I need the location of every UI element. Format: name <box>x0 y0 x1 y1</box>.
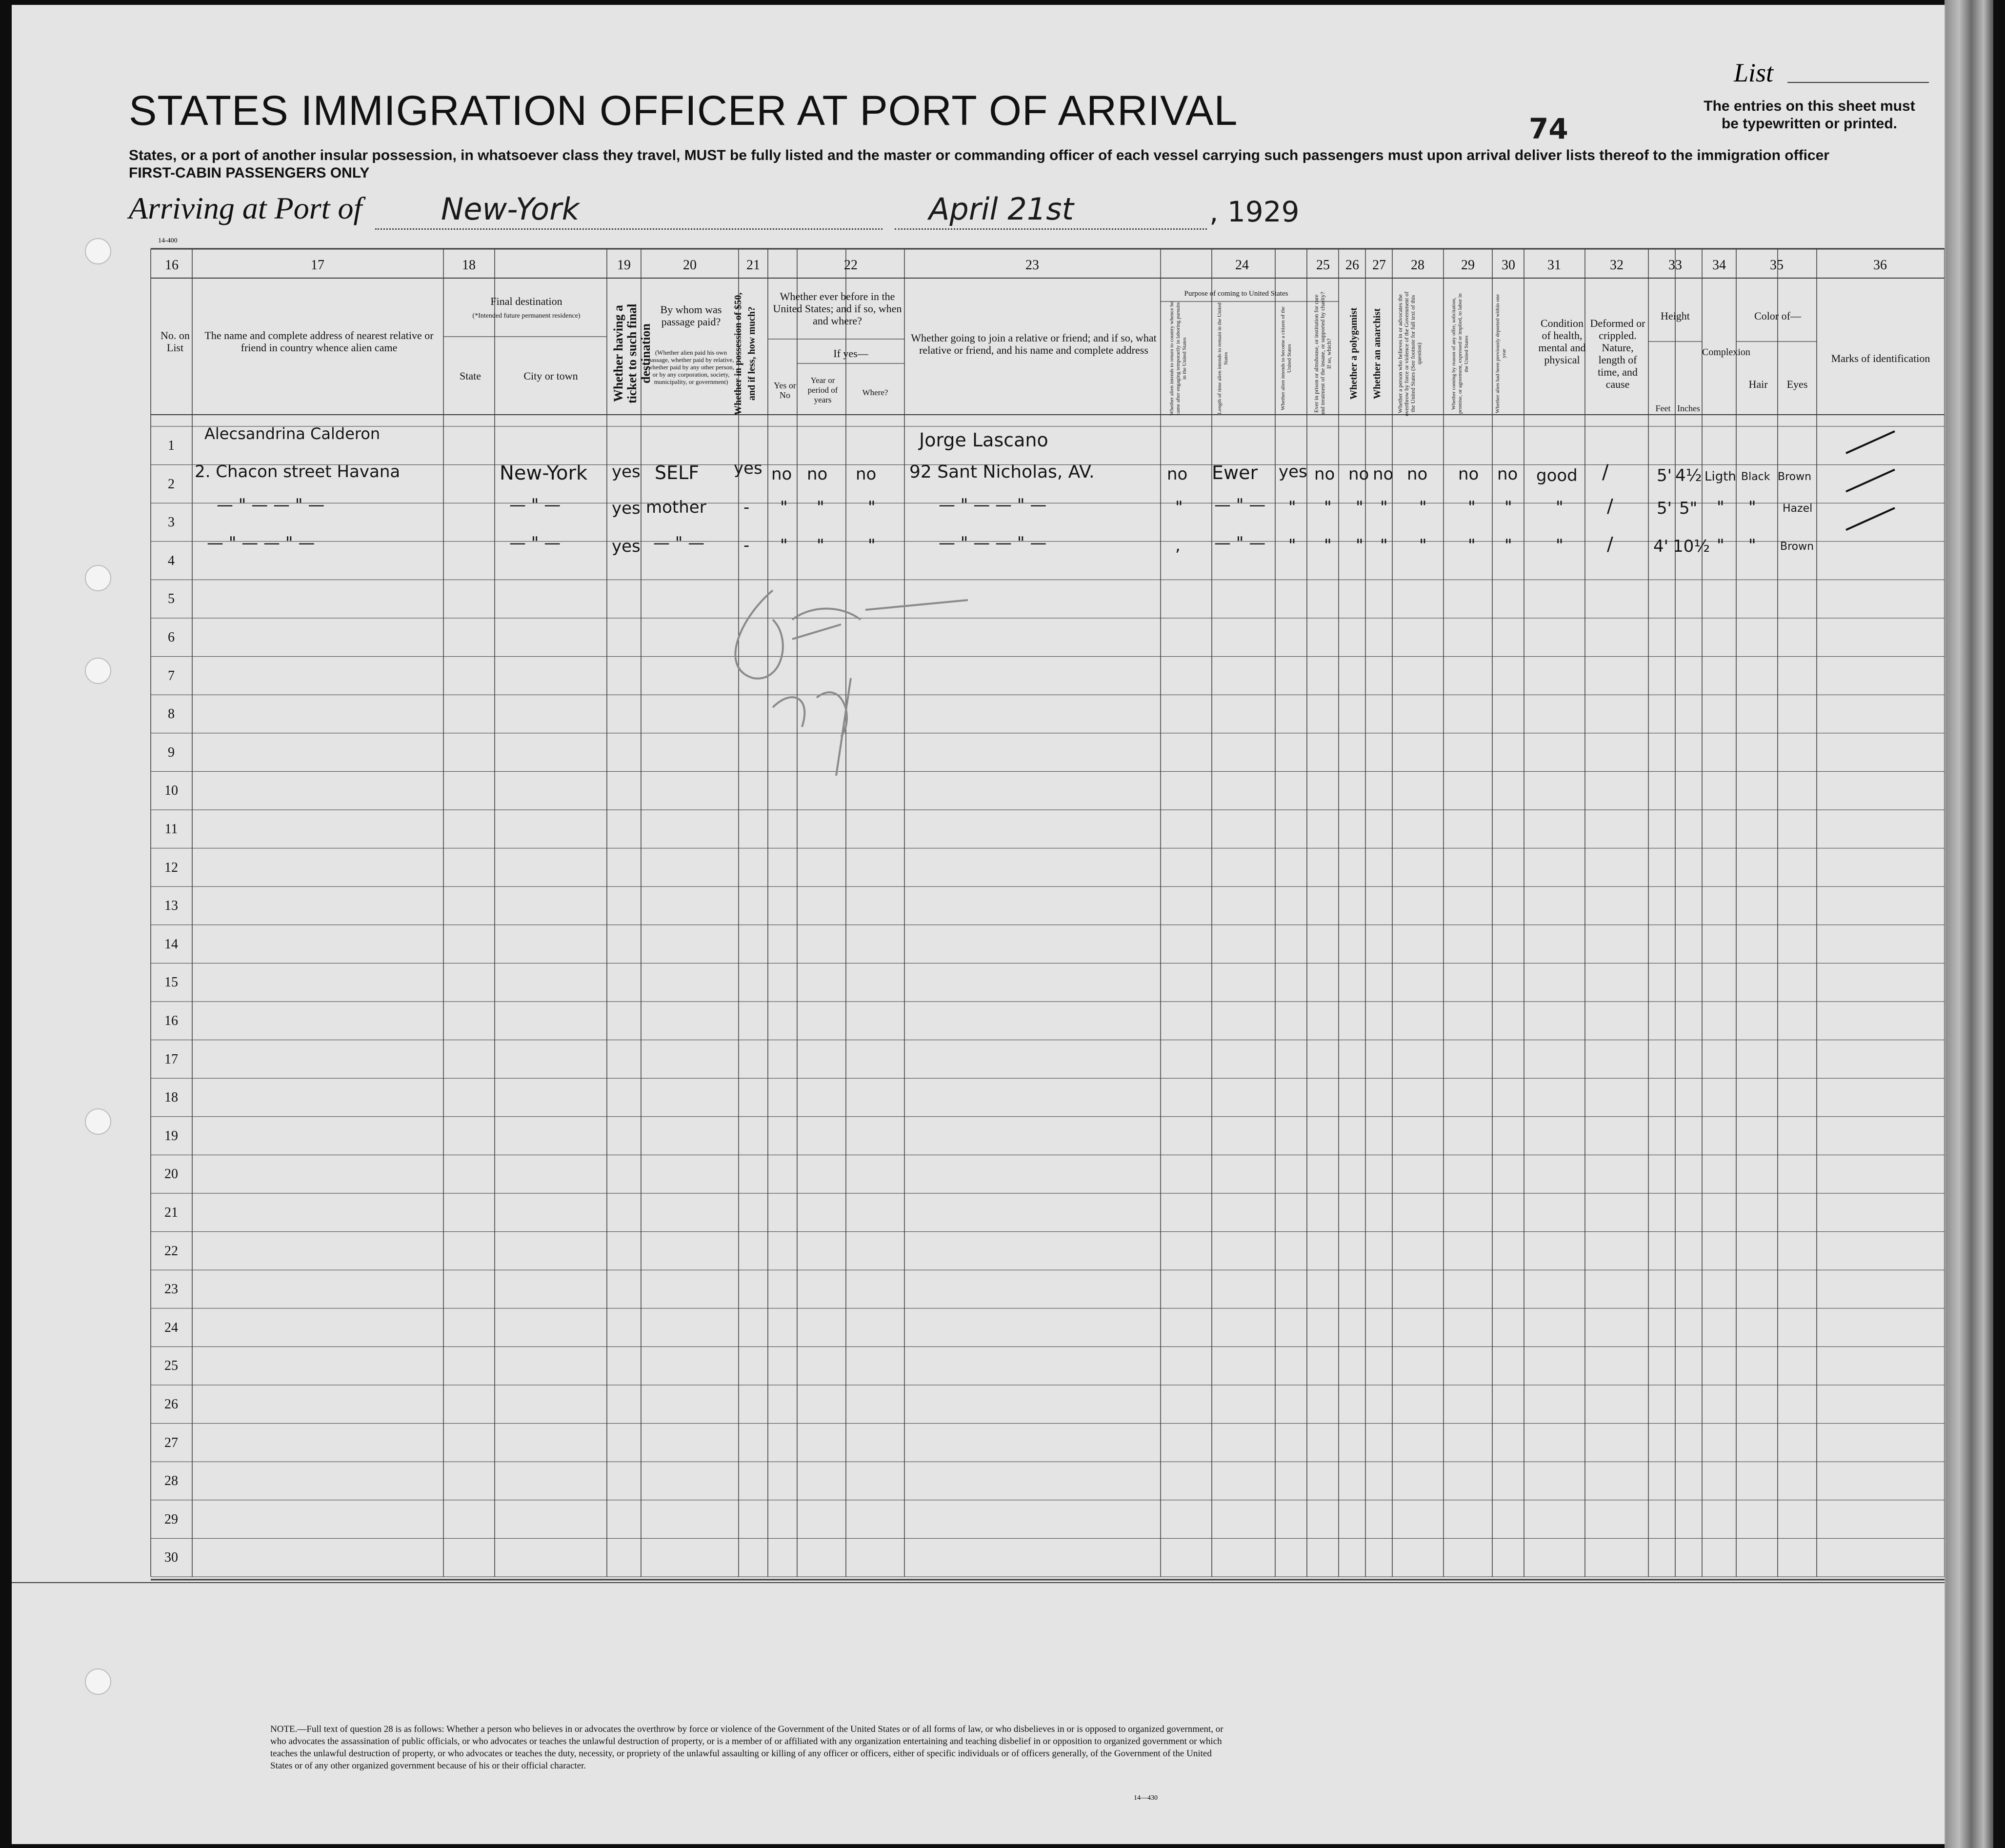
row2-prison: " <box>1324 498 1332 517</box>
column-number: 31 <box>1547 258 1561 273</box>
row1-complexion: Ligth <box>1704 469 1736 484</box>
header-q30: Whether alien had been previously deported within one year <box>1495 294 1507 414</box>
row1-before-where: no <box>856 464 877 484</box>
sheet-number: 74 <box>1529 112 1568 145</box>
row3-before-yesno: " <box>780 536 788 555</box>
row1-paid-by: SELF <box>655 462 700 483</box>
row3-complexion: " <box>1717 536 1724 555</box>
row-number: 13 <box>164 898 178 914</box>
row-number: 2 <box>168 476 175 492</box>
header-passage-paid: By whom was passage paid? <box>660 303 722 328</box>
class-line: FIRST-CABIN PASSENGERS ONLY <box>129 165 370 181</box>
row2-complexion: " <box>1717 498 1724 517</box>
identification-mark <box>1846 431 1895 453</box>
identification-mark <box>1846 470 1895 492</box>
header-marks: Marks of identification <box>1831 352 1930 364</box>
list-label: List <box>1734 58 1774 87</box>
row3-city: — " — <box>509 533 561 553</box>
row1-ticket: yes <box>612 462 641 482</box>
row-number: 12 <box>164 860 178 875</box>
column-number: 28 <box>1411 258 1424 273</box>
row2-relative-address: — " — — " — <box>217 495 325 515</box>
row2-q30: " <box>1504 498 1512 517</box>
row3-anarchist: " <box>1380 536 1388 555</box>
header-polygamist: Whether a polygamist <box>1348 307 1359 400</box>
row2-inches: 5" <box>1679 499 1698 518</box>
row2-anarchist: " <box>1380 498 1388 517</box>
row-number: 24 <box>164 1320 178 1335</box>
row1-q30: no <box>1497 464 1518 484</box>
list-number-line <box>1787 82 1929 83</box>
column-number: 36 <box>1873 258 1887 273</box>
row3-money: - <box>743 536 750 555</box>
header-hair: Hair <box>1748 378 1768 390</box>
header-join-relative: Whether going to join a relative or friend; and if so, what relative or friend, and his name and complete address <box>911 332 1157 356</box>
row3-relative-address: — " — — " — <box>207 533 315 553</box>
row-number: 9 <box>168 744 175 760</box>
form-code: 14-400 <box>158 237 178 244</box>
row1-relative-address: 2. Chacon street Havana <box>195 462 401 482</box>
column-number: 20 <box>683 258 697 273</box>
header-color: Color of— <box>1754 310 1801 322</box>
header-where: Where? <box>862 388 888 397</box>
column-number: 22 <box>844 258 858 273</box>
row1-join-name: Jorge Lascano <box>919 429 1048 451</box>
header-yes-no: Yes or No <box>774 381 796 400</box>
column-number: 26 <box>1345 258 1359 273</box>
header-citizen: Whether alien intends to become a citizen of the United States <box>1280 306 1292 411</box>
row3-prison: " <box>1324 536 1332 555</box>
row-number: 10 <box>164 783 178 799</box>
row-number: 30 <box>164 1550 178 1566</box>
row1-before-year: no <box>807 464 828 484</box>
arriving-label: Arriving at Port of <box>129 191 362 225</box>
row-number: 20 <box>164 1166 178 1182</box>
row-number: 1 <box>168 438 175 453</box>
row1-anarchist: no <box>1373 464 1394 484</box>
row1-city: New-York <box>500 462 588 484</box>
row-number: 6 <box>168 630 175 645</box>
row1-polygamist: no <box>1348 464 1369 484</box>
column-number: 18 <box>462 258 476 273</box>
row-number: 3 <box>168 515 175 530</box>
row3-join-address: — " — — " — <box>939 533 1047 553</box>
row2-hair: " <box>1748 498 1756 517</box>
column-number: 32 <box>1610 258 1624 273</box>
row-number: 23 <box>164 1282 178 1297</box>
row2-deformed: / <box>1607 495 1613 517</box>
footnote: NOTE.—Full text of question 28 is as follows: Whether a person who believes in or advocates the overthrow by force or violence of the Government of the United States or of all forms of law, or who disbelieves in or is opposed to organized government, or who advocates the assassination of public officials, or who advocates or teaches the unlawful destruction of property, or is a member of or affiliated with any organization entertaining and teaching disbelief in or opposition to organized government or which teaches the unlawful destruction of property, or who advocates or teaches the duty, necessity, or propriety of the unlawful assaulting or killing of any officer or officers, either of specific individuals or of officers generally, of the Government of the United States or of any other organized government because of his or their official character. <box>270 1724 1223 1771</box>
row1-q29: no <box>1458 464 1479 484</box>
row3-length: — " — <box>1214 533 1266 553</box>
row3-health: " <box>1556 536 1564 555</box>
row-number: 26 <box>164 1397 178 1412</box>
header-state: State <box>460 370 481 382</box>
header-q28: Whether a person who believes in or advocates the overthrow by force or violence of the Government of the United States (See footnote for full text of this question) <box>1397 291 1423 416</box>
header-feet: Feet <box>1655 403 1671 413</box>
header-eyes: Eyes <box>1786 378 1808 390</box>
footer-code: 14—430 <box>1134 1794 1158 1802</box>
header-final-destination: Final destination <box>490 295 562 307</box>
row-number: 14 <box>164 936 178 952</box>
column-number: 16 <box>165 258 179 273</box>
row3-before-where: " <box>868 536 876 555</box>
row2-q28: " <box>1419 498 1427 517</box>
row-number: 15 <box>164 975 178 990</box>
row1-hair: Black <box>1741 471 1770 483</box>
page-title: STATES IMMIGRATION OFFICER AT PORT OF ARRIVAL <box>129 87 1238 134</box>
column-number: 25 <box>1316 258 1330 273</box>
column-number: 33 <box>1668 258 1682 273</box>
row2-citizen: " <box>1288 498 1296 517</box>
row-number: 28 <box>164 1473 178 1489</box>
header-if-yes: If yes— <box>833 347 868 360</box>
row1-money: yes <box>734 459 762 478</box>
row2-money: - <box>743 498 750 517</box>
header-year: Year or period of years <box>807 376 838 404</box>
row-number: 29 <box>164 1511 178 1527</box>
row2-q29: " <box>1468 498 1476 517</box>
row3-inches: 10½ <box>1673 537 1710 556</box>
row-number: 16 <box>164 1013 178 1028</box>
row2-health: " <box>1556 498 1564 517</box>
row1-eyes: Brown <box>1778 471 1812 483</box>
row-number: 22 <box>164 1243 178 1259</box>
row3-q28: " <box>1419 536 1427 555</box>
row-number: 25 <box>164 1358 178 1374</box>
row2-ticket: yes <box>612 499 641 518</box>
row3-before-year: " <box>817 536 824 555</box>
column-number: 21 <box>746 258 760 273</box>
header-passage-note: (Whether alien paid his own passage, whether paid by relative, whether paid by any other person, or by any corporation, society, municipality, or government) <box>648 349 734 385</box>
row3-q30: " <box>1504 536 1512 555</box>
row2-before-year: " <box>817 498 824 517</box>
row-number: 11 <box>164 822 178 837</box>
header-height: Height <box>1661 310 1690 322</box>
row2-return: " <box>1175 498 1183 517</box>
row3-citizen: " <box>1288 536 1296 555</box>
row3-paid-by: — " — <box>653 533 705 553</box>
row-number: 17 <box>164 1051 178 1067</box>
header-inches: Inches <box>1677 403 1700 413</box>
row1-relative-name: Alecsandrina Calderon <box>204 424 381 443</box>
column-number: 19 <box>617 258 631 273</box>
column-number: 23 <box>1025 258 1039 273</box>
year-value: , 1929 <box>1209 195 1300 228</box>
row3-deformed: / <box>1607 533 1613 555</box>
identification-mark <box>1846 508 1895 530</box>
header-purpose: Purpose of coming to United States <box>1184 290 1288 298</box>
manifest-sheet <box>12 5 1945 1844</box>
row2-polygamist: " <box>1356 498 1363 517</box>
header-return: Whether alien intends to return to country whence he came after engaging temporarily in laboring pursuits in the United States <box>1169 301 1187 416</box>
row3-ticket: yes <box>612 537 641 556</box>
column-number: 24 <box>1235 258 1249 273</box>
row-number: 5 <box>168 591 175 607</box>
row1-length: Ewer <box>1212 462 1258 483</box>
row1-prison: no <box>1314 464 1335 484</box>
row3-q29: " <box>1468 536 1476 555</box>
column-number: 34 <box>1712 258 1726 273</box>
port-value: New-York <box>441 191 580 227</box>
column-number: 30 <box>1502 258 1515 273</box>
row-number: 21 <box>164 1205 178 1220</box>
row2-length: — " — <box>1214 495 1266 515</box>
row3-hair: " <box>1748 536 1756 555</box>
header-complexion: Complexion <box>1702 347 1750 358</box>
header-anarchist: Whether an anarchist <box>1372 308 1383 399</box>
row1-join-address: 92 Sant Nicholas, AV. <box>909 462 1095 482</box>
date-line <box>895 228 1207 230</box>
column-number: 35 <box>1770 258 1784 273</box>
row1-inches: 4½ <box>1675 466 1702 485</box>
header-prison: Ever in prison or almshouse, or institution for care and treatment of the insane, or supported by charity? If so, which? <box>1313 292 1332 416</box>
header-relative: The name and complete address of nearest relative or friend in country whence alien came <box>204 329 434 354</box>
header-before-us: Whether ever before in the United States; and if so, when and where? <box>773 290 902 327</box>
header-ticket: Whether having a ticket to such final destination <box>611 303 653 404</box>
header-money: Whether in possession of $50, and if less, how much? <box>733 292 757 415</box>
row1-return: no <box>1167 464 1188 484</box>
table-grid <box>12 5 1945 1844</box>
column-number: 29 <box>1461 258 1475 273</box>
header-health: Condition of health, mental and physical <box>1538 317 1586 366</box>
row2-feet: 5' <box>1657 499 1672 518</box>
header-length: Length of time alien intends to remain in the United States <box>1217 302 1229 415</box>
row2-before-where: " <box>868 498 876 517</box>
row-number: 27 <box>164 1435 178 1450</box>
row1-deformed: / <box>1602 461 1609 483</box>
row1-health: good <box>1536 466 1578 485</box>
header-no-on-list: No. on List <box>160 329 190 354</box>
header-q29: Whether coming by reason of any offer, solicitation, promise, or agreement, expressed or implied, to labor in the United States <box>1451 293 1469 414</box>
instruction-line: States, or a port of another insular possession, in whatsoever class they travel, MUST be fully listed and the master or commanding officer of each vessel carrying such passengers must upon arrival deliver lists thereof to the immigration officer <box>129 147 1829 163</box>
row-number: 8 <box>168 706 175 722</box>
row3-polygamist: " <box>1356 536 1363 555</box>
typewritten-note: The entries on this sheet must be typewritten or printed. <box>1704 98 1915 132</box>
binder-edge <box>1945 0 1993 1848</box>
port-line <box>375 228 882 230</box>
row2-before-yesno: " <box>780 498 788 517</box>
row2-paid-by: mother <box>646 498 706 517</box>
row3-feet: 4' <box>1653 537 1668 556</box>
row-number: 18 <box>164 1090 178 1105</box>
row1-feet: 5' <box>1657 466 1672 485</box>
header-city: City or town <box>523 370 578 382</box>
header-final-destination-note: (*Intended future permanent residence) <box>472 312 581 320</box>
header-deformed: Deformed or crippled. Nature, length of time, and cause <box>1590 317 1645 390</box>
row-number: 7 <box>168 668 175 683</box>
row-number: 19 <box>164 1128 178 1144</box>
row2-eyes: Hazel <box>1783 502 1813 515</box>
row2-city: — " — <box>509 495 561 515</box>
row1-before-yesno: no <box>771 464 792 484</box>
row-number: 4 <box>168 553 175 568</box>
row3-eyes: Brown <box>1780 541 1814 553</box>
column-number: 27 <box>1372 258 1386 273</box>
date-value: April 21st <box>929 191 1074 227</box>
row2-join-address: — " — — " — <box>939 495 1047 515</box>
row1-q28: no <box>1407 464 1428 484</box>
row1-citizen: yes <box>1279 462 1307 482</box>
row3-return: , <box>1175 536 1181 555</box>
column-number: 17 <box>311 258 324 273</box>
